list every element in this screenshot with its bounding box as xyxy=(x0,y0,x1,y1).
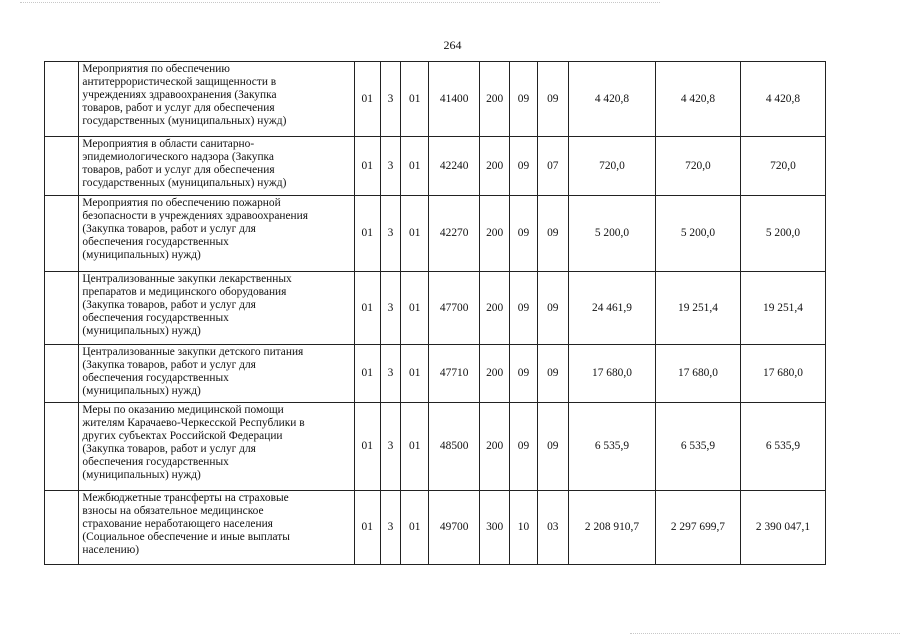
amount-year-2-cell: 720,0 xyxy=(655,137,740,196)
scan-artifact-top xyxy=(20,2,660,3)
description-cell: Межбюджетные трансферты на страховые взносы на обязательное медицинское страхование неработающего населения (Социальное обеспечение и иные выплаты населению) xyxy=(79,491,354,565)
direction-code-cell: 42240 xyxy=(429,137,480,196)
amount-year-2-cell: 17 680,0 xyxy=(655,345,740,403)
program-code-cell: 01 xyxy=(401,196,429,272)
amount-year-2-cell: 6 535,9 xyxy=(655,403,740,491)
program-code-cell: 01 xyxy=(401,272,429,345)
section-code-cell: 01 xyxy=(354,137,380,196)
direction-code-cell: 47710 xyxy=(429,345,480,403)
subchapter-code-cell: 07 xyxy=(537,137,568,196)
chapter-code-cell: 09 xyxy=(510,196,537,272)
description-cell: Мероприятия по обеспечению антитеррористической защищенности в учреждениях здравоохранения (Закупка товаров, работ и услуг для обеспечения государственных (муниципальных) нужд) xyxy=(79,62,354,137)
table-row xyxy=(45,62,826,137)
chapter-code-cell: 10 xyxy=(510,491,537,565)
amount-year-1-cell: 6 535,9 xyxy=(568,403,655,491)
program-code-cell: 01 xyxy=(401,137,429,196)
chapter-code-cell: 09 xyxy=(510,345,537,403)
program-code-cell: 01 xyxy=(401,491,429,565)
direction-code-cell: 42270 xyxy=(429,196,480,272)
chapter-code-cell: 09 xyxy=(510,137,537,196)
table-row xyxy=(45,403,826,491)
amount-year-3-cell: 720,0 xyxy=(740,137,825,196)
subchapter-code-cell: 09 xyxy=(537,196,568,272)
amount-year-2-cell: 5 200,0 xyxy=(655,196,740,272)
page-number: 264 xyxy=(443,38,462,52)
direction-code-cell: 49700 xyxy=(429,491,480,565)
section-code-cell: 01 xyxy=(354,272,380,345)
amount-year-3-cell: 4 420,8 xyxy=(740,62,825,137)
expense-type-code-cell: 200 xyxy=(479,196,509,272)
section-code-cell: 01 xyxy=(354,62,380,137)
amount-year-1-cell: 720,0 xyxy=(568,137,655,196)
description-cell: Мероприятия по обеспечению пожарной безопасности в учреждениях здравоохранения (Закупка товаров, работ и услуг для обеспечения государственных (муниципальных) нужд) xyxy=(79,196,354,272)
subsection-code-cell: 3 xyxy=(380,491,400,565)
blank-cell xyxy=(45,196,79,272)
direction-code-cell: 48500 xyxy=(429,403,480,491)
amount-year-1-cell: 2 208 910,7 xyxy=(568,491,655,565)
subchapter-code-cell: 09 xyxy=(537,62,568,137)
scan-artifact-bottom xyxy=(630,633,900,634)
amount-year-1-cell: 24 461,9 xyxy=(568,272,655,345)
amount-year-2-cell: 4 420,8 xyxy=(655,62,740,137)
expense-type-code-cell: 200 xyxy=(479,137,509,196)
table-row xyxy=(45,491,826,565)
subsection-code-cell: 3 xyxy=(380,403,400,491)
blank-cell xyxy=(45,403,79,491)
blank-cell xyxy=(45,272,79,345)
blank-cell xyxy=(45,62,79,137)
chapter-code-cell: 09 xyxy=(510,403,537,491)
subsection-code-cell: 3 xyxy=(380,345,400,403)
table-row xyxy=(45,272,826,345)
subchapter-code-cell: 09 xyxy=(537,345,568,403)
subchapter-code-cell: 03 xyxy=(537,491,568,565)
amount-year-3-cell: 6 535,9 xyxy=(740,403,825,491)
budget-table xyxy=(44,61,826,565)
subsection-code-cell: 3 xyxy=(380,62,400,137)
section-code-cell: 01 xyxy=(354,345,380,403)
description-cell: Централизованные закупки детского питания (Закупка товаров, работ и услуг для обеспечения государственных (муниципальных) нужд) xyxy=(79,345,354,403)
blank-cell xyxy=(45,345,79,403)
description-cell: Мероприятия в области санитарно- эпидемиологического надзора (Закупка товаров, работ и услуг для обеспечения государственных (муниципальных) нужд) xyxy=(79,137,354,196)
program-code-cell: 01 xyxy=(401,403,429,491)
direction-code-cell: 41400 xyxy=(429,62,480,137)
table-body xyxy=(45,62,826,565)
table-row xyxy=(45,345,826,403)
description-cell: Меры по оказанию медицинской помощи жителям Карачаево-Черкесской Республики в других субъектах Российской Федерации (Закупка товаров, работ и услуг для обеспечения государственных (муниципальных) нужд) xyxy=(79,403,354,491)
amount-year-1-cell: 4 420,8 xyxy=(568,62,655,137)
blank-cell xyxy=(45,491,79,565)
amount-year-1-cell: 17 680,0 xyxy=(568,345,655,403)
subchapter-code-cell: 09 xyxy=(537,272,568,345)
expense-type-code-cell: 200 xyxy=(479,272,509,345)
amount-year-3-cell: 17 680,0 xyxy=(740,345,825,403)
subsection-code-cell: 3 xyxy=(380,196,400,272)
expense-type-code-cell: 200 xyxy=(479,62,509,137)
section-code-cell: 01 xyxy=(354,491,380,565)
amount-year-3-cell: 19 251,4 xyxy=(740,272,825,345)
amount-year-2-cell: 2 297 699,7 xyxy=(655,491,740,565)
subsection-code-cell: 3 xyxy=(380,272,400,345)
program-code-cell: 01 xyxy=(401,62,429,137)
chapter-code-cell: 09 xyxy=(510,62,537,137)
section-code-cell: 01 xyxy=(354,403,380,491)
amount-year-1-cell: 5 200,0 xyxy=(568,196,655,272)
description-cell: Централизованные закупки лекарственных препаратов и медицинского оборудования (Закупка товаров, работ и услуг для обеспечения государственных (муниципальных) нужд) xyxy=(79,272,354,345)
table-row xyxy=(45,137,826,196)
table-row xyxy=(45,196,826,272)
expense-type-code-cell: 200 xyxy=(479,403,509,491)
subsection-code-cell: 3 xyxy=(380,137,400,196)
amount-year-3-cell: 2 390 047,1 xyxy=(740,491,825,565)
expense-type-code-cell: 300 xyxy=(479,491,509,565)
amount-year-3-cell: 5 200,0 xyxy=(740,196,825,272)
amount-year-2-cell: 19 251,4 xyxy=(655,272,740,345)
section-code-cell: 01 xyxy=(354,196,380,272)
blank-cell xyxy=(45,137,79,196)
program-code-cell: 01 xyxy=(401,345,429,403)
expense-type-code-cell: 200 xyxy=(479,345,509,403)
chapter-code-cell: 09 xyxy=(510,272,537,345)
subchapter-code-cell: 09 xyxy=(537,403,568,491)
direction-code-cell: 47700 xyxy=(429,272,480,345)
